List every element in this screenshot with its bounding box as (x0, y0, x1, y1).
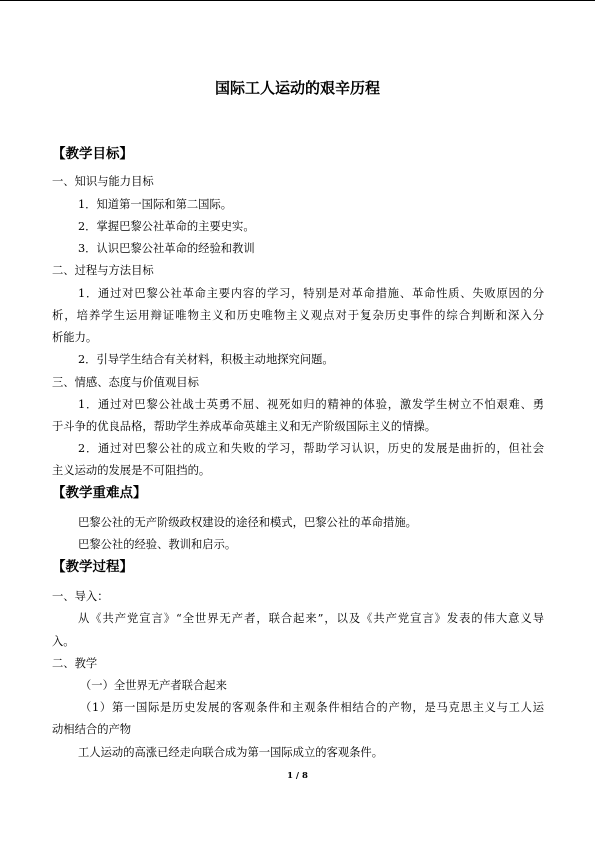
process-heading-intro: 一、导入： (52, 590, 109, 603)
subheading: （一）全世界无产者联合起来 (80, 679, 227, 692)
section-heading-keypoints: 【教学重难点】 (52, 485, 147, 501)
paragraph-line: 析能力。 (52, 331, 98, 344)
paragraph-line: 巴黎公社的经验、教训和启示。 (78, 538, 237, 551)
page-number: 1 / 8 (287, 771, 308, 781)
paragraph-line: 动相结合的产物 (52, 723, 132, 736)
paragraph-line: 主义运动的发展是不可阻挡的。 (52, 464, 211, 477)
goal-heading-knowledge: 一、知识与能力目标 (52, 175, 154, 188)
list-item: 1．知道第一国际和第二国际。 (78, 198, 233, 211)
paragraph-line: 1．通过对巴黎公社革命主要内容的学习，特别是对革命措施、革命性质、失败原因的分 (78, 287, 544, 300)
section-heading-goals: 【教学目标】 (52, 146, 133, 162)
paragraph-line: 入。 (52, 635, 75, 648)
paragraph-line: 巴黎公社的无产阶级政权建设的途径和模式，巴黎公社的革命措施。 (78, 516, 417, 529)
paragraph-line: 从《共产党宣言》“全世界无产者，联合起来”，以及《共产党宣言》发表的伟大意义导 (78, 612, 544, 625)
page-title: 国际工人运动的艰辛历程 (214, 79, 380, 97)
list-item: 3．认识巴黎公社革命的经验和教训 (78, 242, 255, 255)
paragraph-line: 2．引导学生结合有关材料，积极主动地探究问题。 (78, 353, 334, 366)
goal-heading-values: 三、情感、态度与价值观目标 (52, 376, 199, 389)
process-heading-teaching: 二、教学 (52, 657, 98, 670)
list-item: 2．掌握巴黎公社革命的主要史实。 (78, 220, 255, 233)
paragraph-line: 析，培养学生运用辩证唯物主义和历史唯物主义观点对于复杂历史事件的综合判断和深入分 (52, 309, 544, 322)
section-heading-process: 【教学过程】 (52, 559, 133, 575)
paragraph-line: 1．通过对巴黎公社战士英勇不屈、视死如归的精神的体验，激发学生树立不怕艰难、勇 (78, 398, 544, 411)
paragraph-line: 2．通过对巴黎公社的成立和失败的学习，帮助学习认识，历史的发展是曲折的，但社会 (78, 442, 544, 455)
paragraph-line: 于斗争的优良品格，帮助学生养成革命英雄主义和无产阶级国际主义的情操。 (52, 420, 437, 433)
paragraph-line: 工人运动的高涨已经走向联合成为第一国际成立的客观条件。 (78, 746, 384, 759)
paragraph-line: （1）第一国际是历史发展的客观条件和主观条件相结合的产物，是马克思主义与工人运 (80, 701, 544, 714)
goal-heading-process: 二、过程与方法目标 (52, 264, 154, 277)
